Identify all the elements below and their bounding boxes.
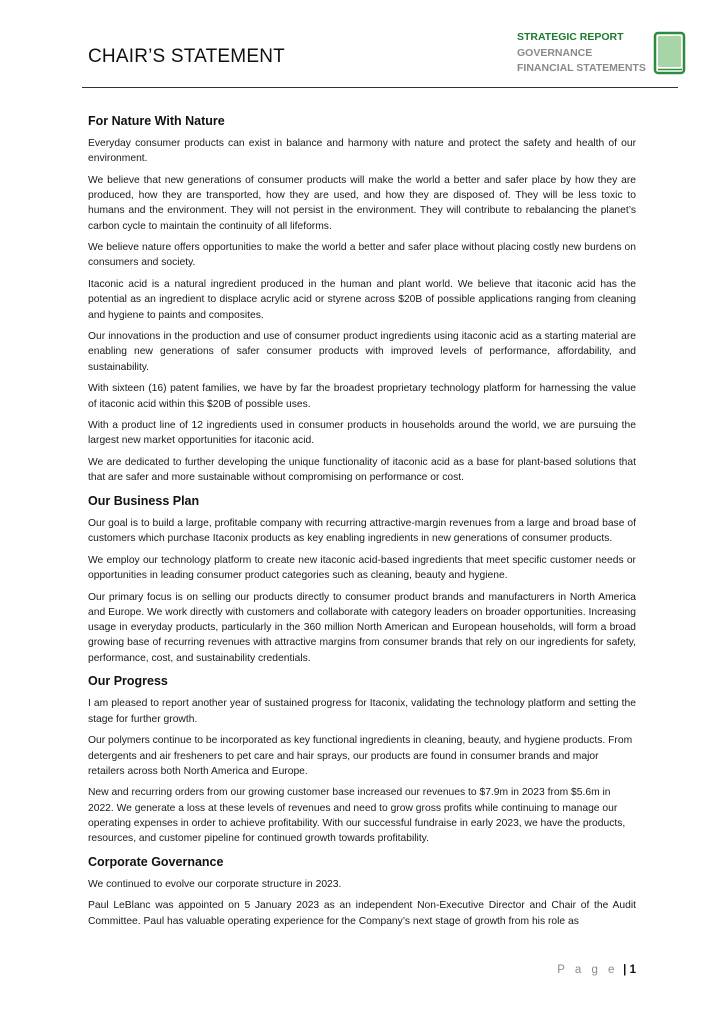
section-nav [517, 30, 652, 77]
header-divider [82, 87, 678, 88]
main-content [88, 112, 636, 935]
paragraph: Itaconic acid is a natural ingredient produced in the human and plant world. We believe that itaconic acid has the potential as an ingredient to displace acrylic acid or styrene across $20B of possible applications ranging from cleaning and hygiene to paints and composites. [88, 279, 636, 321]
paragraph: With a product line of 12 ingredients used in consumer products in households around the world, we are pursuing the largest new market opportunities for itaconic acid. [88, 420, 636, 447]
page-label: P a g e [557, 964, 618, 976]
book-icon[interactable] [653, 31, 687, 75]
paragraph: We are dedicated to further developing the unique functionality of itaconic acid as a base for plant-based solutions that that are safer and more sustainable without compromising on performance or cost. [88, 457, 636, 484]
page-footer [557, 964, 636, 976]
section-heading: For Nature With Nature [88, 114, 225, 128]
section-nature [88, 112, 636, 486]
section-heading: Corporate Governance [88, 854, 224, 869]
page-separator: | [623, 964, 627, 976]
section-heading: Our Progress [88, 674, 168, 689]
paragraph: Our innovations in the production and use of consumer product ingredients using itaconic acid as a starting material are enabling new generations of safer consumer products with improved levels of performance, affordability, and sustainability. [88, 331, 636, 373]
paragraph: Paul LeBlanc was appointed on 5 January 2023 as an independent Non-Executive Director and Chair of the Audit Committee. Paul has valuable operating experience for the Company’s next stage of growth from his role as [88, 900, 636, 927]
paragraph: New and recurring orders from our growing customer base increased our revenues to $7.9m in 2023 from $5.6m in 2022. We generate a loss at these levels of revenues and need to grow gross profits while continuing to manage our operating expenses in order to achieve profitability. With our successful fundraise in early 2023, we have the products, resources, and customer pipeline for continued growth towards profitability. [88, 787, 626, 845]
paragraph: Our polymers continue to be incorporated as key functional ingredients in cleaning, beauty, and hygiene products. From detergents and air fresheners to pet care and hair sprays, our products are found in consumer brands and major retailers across both North America and Europe. [88, 735, 633, 777]
section-business-plan [88, 492, 636, 666]
paragraph: We continued to evolve our corporate structure in 2023. [88, 878, 342, 890]
paragraph: We employ our technology platform to create new itaconic acid-based ingredients that meet specific customer needs or opportunities in leading consumer product categories such as cleaning, beauty and hygiene. [88, 554, 636, 582]
paragraph: I am pleased to report another year of sustained progress for Itaconix, validating the technology platform and setting the stage for further growth. [88, 698, 636, 725]
paragraph: We believe nature offers opportunities to make the world a better and safer place without placing costly new burdens on consumers and society. [88, 242, 636, 269]
paragraph: We believe that new generations of consumer products will make the world a better and safer place by how they are produced, how they are transported, how they are used, and how they are disposed of. They will be less toxic to humans and the environment. They will not persist in the environment. They will contribute to rebalancing the planet’s carbon cycle to maintain the continuity of all lifeforms. [88, 174, 636, 232]
nav-financial-statements[interactable]: FINANCIAL STATEMENTS [517, 62, 646, 74]
section-governance [88, 853, 636, 929]
page-number: 1 [629, 964, 636, 976]
paragraph: Our goal is to build a large, profitable company with recurring attractive-margin revenues from a large and broad base of customers which purchase Itaconix products as key enabling ingredients in new generations of consumer products. [88, 518, 636, 545]
nav-strategic-report[interactable]: STRATEGIC REPORT [517, 31, 624, 43]
paragraph: With sixteen (16) patent families, we have by far the broadest proprietary technology platform for harnessing the value of itaconic acid within this $20B of possible uses. [88, 383, 636, 410]
nav-governance[interactable]: GOVERNANCE [517, 46, 593, 59]
paragraph: Everyday consumer products can exist in balance and harmony with nature and protect the safety and health of our environment. [88, 138, 636, 165]
paragraph: Our primary focus is on selling our products directly to consumer product brands and manufacturers in North America and Europe. We work directly with customers and collaborate with category leaders on broader opportunities. Increasing usage in everyday products, particularly in the 360 million North American and European households, will form a broad growing base of recurring revenues with attractive margins from consumer brands that rely on our ingredients for safety, performance, cost, and sustainability credentials. [88, 591, 636, 664]
section-progress [88, 672, 636, 846]
section-heading: Our Business Plan [88, 494, 200, 509]
page-title: CHAIR’S STATEMENT [88, 46, 285, 67]
